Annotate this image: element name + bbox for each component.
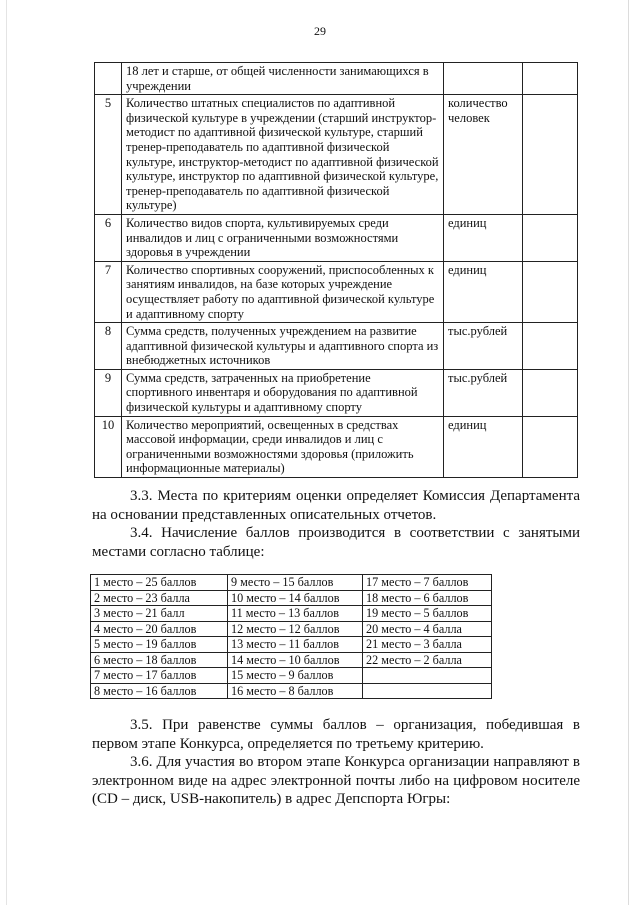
criteria-unit: единиц (444, 261, 523, 322)
paragraph-3-3 (92, 487, 580, 524)
score-cell: 13 место – 11 баллов (228, 637, 363, 653)
scores-row (91, 668, 492, 684)
paragraph-3-4-text: 3.4. Начисление баллов производится в соответствии с занятыми местами согласно таблице: (92, 525, 580, 560)
criteria-unit: единиц (444, 214, 523, 261)
criteria-description: Количество штатных специалистов по адаптивной физической культуре в учреждении (старший инструктор-методист по адаптивной физической культуре, старший тренер-преподаватель по адаптивной физической культуре, инструктор-методист по адаптивной физической культуре, инструктор по адаптивной физической культуре, тренер-преподаватель по адаптивной физической культуре) (122, 95, 444, 215)
score-cell: 12 место – 12 баллов (228, 621, 363, 637)
criteria-row (95, 416, 578, 477)
paragraph-3-3-text: 3.3. Места по критериям оценки определяет Комиссия Департамента на основании представленных описательных отчетов. (92, 488, 580, 523)
score-cell: 2 место – 23 балла (91, 590, 228, 606)
score-cell: 22 место – 2 балла (363, 652, 492, 668)
criteria-value (523, 63, 578, 95)
score-cell: 14 место – 10 баллов (228, 652, 363, 668)
paragraph-3-4 (92, 524, 580, 561)
score-cell: 20 место – 4 балла (363, 621, 492, 637)
criteria-value (523, 323, 578, 370)
criteria-unit (444, 63, 523, 95)
criteria-row (95, 95, 578, 215)
criteria-description: Количество видов спорта, культивируемых среди инвалидов и лиц с ограниченными возможностями здоровья в учреждении (122, 214, 444, 261)
criteria-value (523, 261, 578, 322)
score-cell: 10 место – 14 баллов (228, 590, 363, 606)
score-cell: 6 место – 18 баллов (91, 652, 228, 668)
scores-row (91, 683, 492, 699)
paragraph-3-5 (92, 716, 580, 753)
criteria-unit: единиц (444, 416, 523, 477)
criteria-row (95, 214, 578, 261)
criteria-row (95, 63, 578, 95)
criteria-row (95, 323, 578, 370)
score-cell: 11 место – 13 баллов (228, 606, 363, 622)
criteria-value (523, 369, 578, 416)
scan-edge-left (6, 0, 7, 905)
score-cell: 4 место – 20 баллов (91, 621, 228, 637)
criteria-table (94, 62, 578, 478)
criteria-description: Сумма средств, затраченных на приобретение спортивного инвентаря и оборудования по адаптивной физической культуры и адаптивному спорту (122, 369, 444, 416)
criteria-value (523, 416, 578, 477)
criteria-number: 6 (95, 214, 122, 261)
criteria-description: Количество спортивных сооружений, приспособленных к занятиям инвалидов, на базе которых учреждение осуществляет работу по адаптивной физической культуре и адаптивному спорту (122, 261, 444, 322)
score-cell: 1 место – 25 баллов (91, 575, 228, 591)
criteria-unit: тыс.рублей (444, 369, 523, 416)
criteria-description: Сумма средств, полученных учреждением на развитие адаптивной физической культуры и адаптивного спорта из внебюджетных источников (122, 323, 444, 370)
score-cell (363, 683, 492, 699)
criteria-value (523, 214, 578, 261)
criteria-number: 8 (95, 323, 122, 370)
criteria-number (95, 63, 122, 95)
score-cell: 15 место – 9 баллов (228, 668, 363, 684)
criteria-description: 18 лет и старше, от общей численности занимающихся в учреждении (122, 63, 444, 95)
paragraph-3-6 (92, 753, 580, 809)
criteria-number: 10 (95, 416, 122, 477)
scores-row (91, 637, 492, 653)
score-cell: 17 место – 7 баллов (363, 575, 492, 591)
score-cell: 21 место – 3 балла (363, 637, 492, 653)
score-cell: 5 место – 19 баллов (91, 637, 228, 653)
score-cell: 19 место – 5 баллов (363, 606, 492, 622)
scores-row (91, 606, 492, 622)
criteria-description: Количество мероприятий, освещенных в средствах массовой информации, среди инвалидов и лиц с ограниченными возможностями здоровья (приложить информационные материалы) (122, 416, 444, 477)
score-cell: 16 место – 8 баллов (228, 683, 363, 699)
criteria-unit: количество человек (444, 95, 523, 215)
score-cell: 9 место – 15 баллов (228, 575, 363, 591)
criteria-number: 7 (95, 261, 122, 322)
scores-row (91, 652, 492, 668)
criteria-value (523, 95, 578, 215)
scores-row (91, 621, 492, 637)
score-cell: 18 место – 6 баллов (363, 590, 492, 606)
page-number: 29 (314, 24, 326, 38)
criteria-number: 9 (95, 369, 122, 416)
criteria-unit: тыс.рублей (444, 323, 523, 370)
score-cell: 8 место – 16 баллов (91, 683, 228, 699)
criteria-row (95, 261, 578, 322)
scores-row (91, 575, 492, 591)
criteria-row (95, 369, 578, 416)
score-cell: 3 место – 21 балл (91, 606, 228, 622)
scores-table (90, 574, 492, 699)
score-cell: 7 место – 17 баллов (91, 668, 228, 684)
score-cell (363, 668, 492, 684)
criteria-number: 5 (95, 95, 122, 215)
scan-edge-right (628, 0, 629, 905)
scores-row (91, 590, 492, 606)
paragraph-3-6-text: 3.6. Для участия во втором этапе Конкурса организации направляют в электронном виде на адрес электронной почты либо на цифровом носителе (CD – диск, USB-накопитель) в адрес Депспорта Югры: (92, 754, 580, 807)
paragraph-3-5-text: 3.5. При равенстве суммы баллов – организация, победившая в первом этапе Конкурса, определяется по третьему критерию. (92, 717, 580, 752)
